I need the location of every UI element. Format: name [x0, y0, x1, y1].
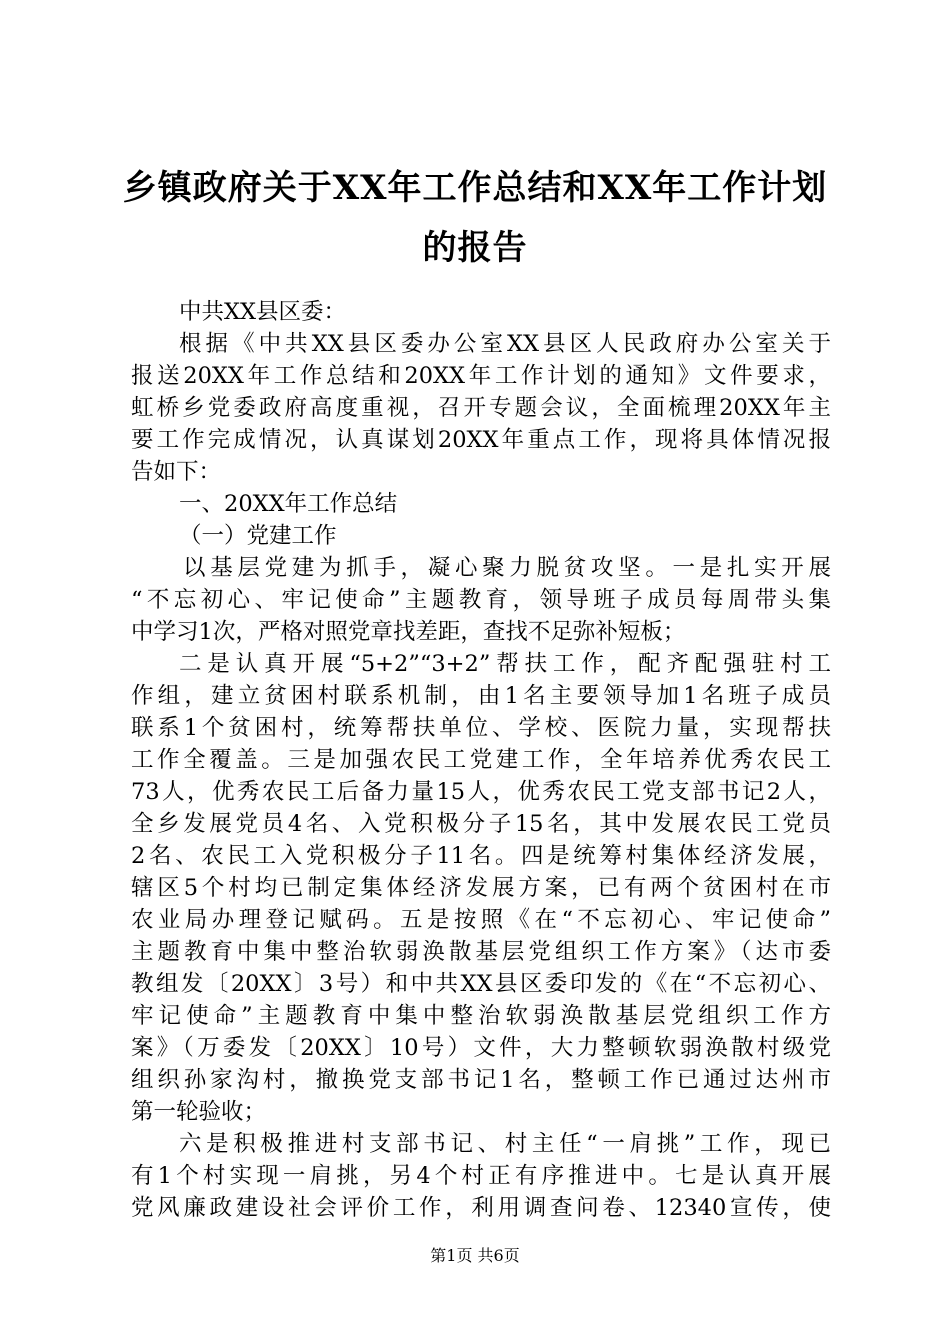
body-line: “不忘初心、牢记使命”主题教育，领导班子成员每周带头集	[131, 587, 831, 613]
subsection-heading: （一）党建工作	[179, 523, 337, 549]
body-line: 农业局办理登记赋码。五是按照《在“不忘初心、牢记使命”	[131, 907, 831, 933]
body-line: 六是积极推进村支部书记、村主任“一肩挑”工作，现已	[179, 1131, 831, 1157]
body-line: 主题教育中集中整治软弱涣散基层党组织工作方案》（达市委	[131, 939, 831, 965]
body-line: 告如下：	[131, 459, 222, 485]
body-line: 组织孙家沟村，撤换党支部书记1名，整顿工作已通过达州市	[131, 1067, 831, 1093]
body-line: 中学习1次，严格对照党章找差距，查找不足弥补短板；	[131, 619, 686, 645]
body-line: 2名、农民工入党积极分子11名。四是统筹村集体经济发展，	[131, 843, 831, 869]
body-line: 根据《中共XX县区委办公室XX县区人民政府办公室关于	[179, 331, 831, 357]
body-line: 全乡发展党员4名、入党积极分子15名，其中发展农民工党员	[131, 811, 831, 837]
body-line: 联系1个贫困村，统筹帮扶单位、学校、医院力量，实现帮扶	[131, 715, 831, 741]
body-line: 牢记使命”主题教育中集中整治软弱涣散基层党组织工作方	[131, 1003, 831, 1029]
body-line: 报送20XX年工作总结和20XX年工作计划的通知》文件要求，	[131, 363, 831, 389]
document-body	[131, 296, 831, 1224]
body-line: 教组发〔20XX〕3号）和中共XX县区委印发的《在“不忘初心、	[131, 971, 831, 997]
body-line: 要工作完成情况，认真谋划20XX年重点工作，现将具体情况报	[131, 427, 831, 453]
document-title-line-2: 的报告	[422, 228, 528, 268]
body-line: 虹桥乡党委政府高度重视，召开专题会议，全面梳理20XX年主	[131, 395, 831, 421]
body-line: 案》（万委发〔20XX〕10号）文件，大力整顿软弱涣散村级党	[131, 1035, 831, 1061]
body-line: 以基层党建为抓手，凝心聚力脱贫攻坚。一是扎实开展	[183, 555, 831, 581]
body-line: 有1个村实现一肩挑，另4个村正有序推进中。七是认真开展	[131, 1163, 831, 1189]
body-line: 二是认真开展“5+2”“3+2”帮扶工作，配齐配强驻村工	[179, 651, 831, 677]
salutation: 中共XX县区委：	[179, 299, 347, 325]
body-line: 73人，优秀农民工后备力量15人，优秀农民工党支部书记2人，	[131, 779, 831, 805]
page-number-footer: 第1页 共6页	[430, 1246, 520, 1265]
body-line: 党风廉政建设社会评价工作，利用调查问卷、12340宣传，使	[131, 1195, 831, 1221]
body-line: 辖区5个村均已制定集体经济发展方案，已有两个贫困村在市	[131, 875, 831, 901]
body-line: 第一轮验收；	[131, 1099, 267, 1125]
body-line: 工作全覆盖。三是加强农民工党建工作，全年培养优秀农民工	[131, 747, 831, 773]
section-heading: 一、20XX年工作总结	[179, 491, 398, 517]
document-title-line-1: 乡镇政府关于XX年工作总结和XX年工作计划	[122, 168, 828, 208]
body-line: 作组，建立贫困村联系机制，由1名主要领导加1名班子成员	[131, 683, 831, 709]
